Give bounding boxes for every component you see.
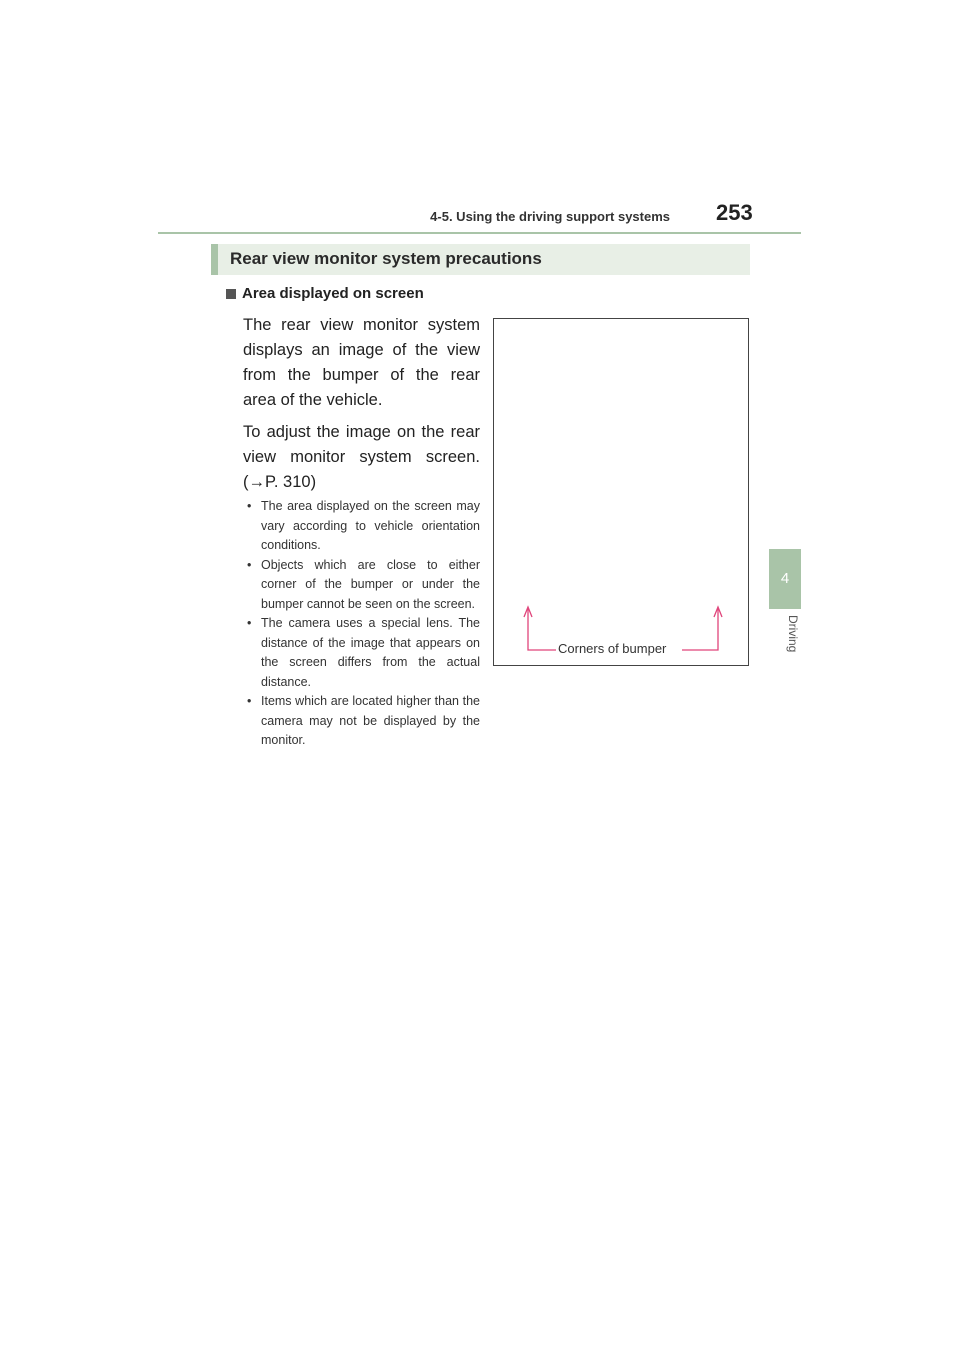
- subsection-title: Area displayed on screen: [242, 285, 424, 302]
- body-text: [243, 313, 480, 502]
- page-number: 253: [716, 200, 753, 225]
- figure-label: Corners of bumper: [558, 641, 667, 656]
- right-corner-arrow: [682, 607, 722, 650]
- header-rule: [158, 232, 801, 234]
- chapter-label: Driving: [786, 615, 800, 653]
- monitor-figure: [493, 318, 749, 666]
- note-item: • Objects which are close to either corner of the bumper or under the bumper cannot be seen on the screen.: [243, 556, 480, 615]
- section-heading-bar: [211, 244, 750, 275]
- chapter-tab: 4: [769, 549, 801, 609]
- note-item: • The area displayed on the screen may vary according to vehicle orientation conditions.: [243, 497, 480, 556]
- note-item: • The camera uses a special lens. The distance of the image that appears on the screen differs from the actual distance.: [243, 614, 480, 692]
- body-paragraph: To adjust the image on the rear view monitor system screen. (→P. 310): [243, 423, 480, 491]
- square-bullet-icon: [226, 289, 236, 299]
- notes-list: [243, 497, 480, 751]
- subsection-heading: [226, 285, 424, 302]
- note-item: • Items which are located higher than the camera may not be displayed by the monitor.: [243, 692, 480, 751]
- bumper-corner-arrows: [494, 319, 750, 667]
- section-title: Rear view monitor system precautions: [230, 249, 542, 268]
- header-section: 4-5. Using the driving support systems: [430, 209, 670, 224]
- left-corner-arrow: [524, 607, 556, 650]
- body-paragraph: The rear view monitor system displays an image of the view from the bumper of the rear area of the vehicle.: [243, 316, 480, 409]
